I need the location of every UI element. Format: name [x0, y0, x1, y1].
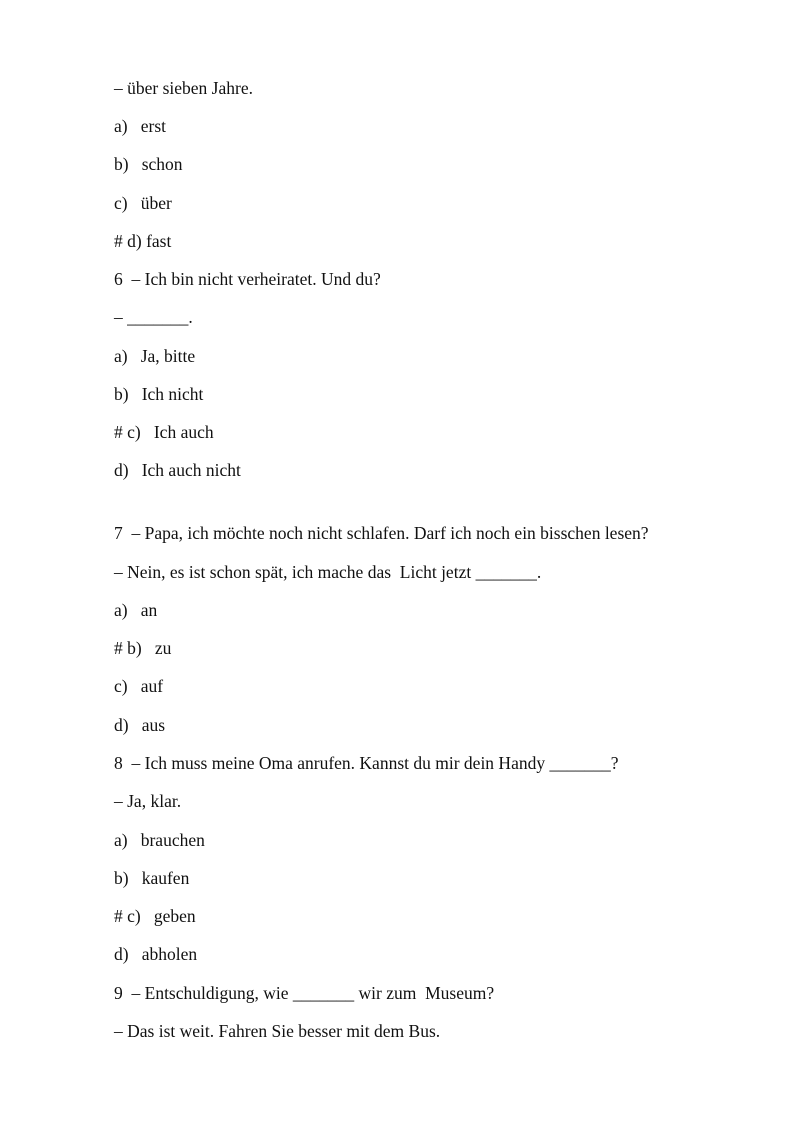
option-c-q5: c) über: [114, 193, 172, 213]
question-6: 6 – Ich bin nicht verheiratet. Und du?: [114, 269, 381, 289]
option-d-q6: d) Ich auch nicht: [114, 460, 241, 480]
option-a-q6: a) Ja, bitte: [114, 346, 196, 366]
option-b-q5: b) schon: [114, 154, 183, 174]
option-b-q6: b) Ich nicht: [114, 384, 204, 404]
answer-line-q7: – Nein, es ist schon spät, ich mache das Licht jetzt _______.: [114, 562, 542, 582]
option-c-q6-correct: # c) Ich auch: [114, 422, 214, 442]
option-a-q8: a) brauchen: [114, 830, 205, 850]
option-a-q7: a) an: [114, 600, 158, 620]
option-a-q5: a) erst: [114, 116, 166, 136]
option-b-q7-correct: # b) zu: [114, 638, 172, 658]
option-c-q8-correct: # c) geben: [114, 906, 196, 926]
option-d-q8: d) abholen: [114, 944, 198, 964]
option-d-q7: d) aus: [114, 715, 166, 735]
question-9: 9 – Entschuldigung, wie _______ wir zum Museum?: [114, 983, 495, 1003]
question-8: 8 – Ich muss meine Oma anrufen. Kannst du mir dein Handy _______?: [114, 753, 619, 773]
question-7: 7 – Papa, ich möchte noch nicht schlafen. Darf ich noch ein bisschen lesen?: [114, 523, 649, 543]
answer-line-q8: – Ja, klar.: [114, 791, 182, 811]
answer-line-q9: – Das ist weit. Fahren Sie besser mit dem Bus.: [114, 1021, 441, 1041]
answer-line-q6: – _______.: [114, 307, 193, 327]
option-c-q7: c) auf: [114, 676, 164, 696]
option-d-q5-correct: # d) fast: [114, 231, 172, 251]
answer-line-q5: – über sieben Jahre.: [114, 78, 253, 98]
option-b-q8: b) kaufen: [114, 868, 190, 888]
